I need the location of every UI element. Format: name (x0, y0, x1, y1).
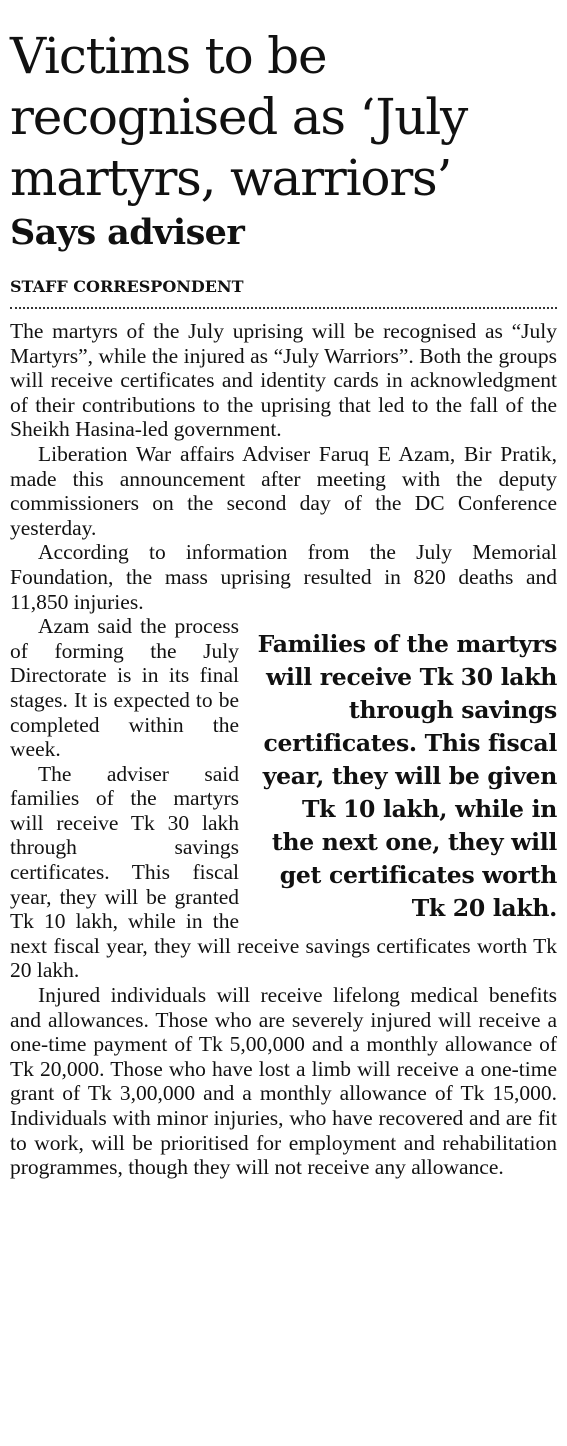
byline: STAFF CORRESPONDENT (10, 277, 244, 296)
paragraph-4: Azam said the process of forming the July Directorate is in its final stages. It is expected to be completed within the week. (10, 614, 239, 762)
dotted-divider (10, 307, 557, 309)
paragraph-5: The adviser said families of the martyrs will receive Tk 30 lakh through savings certificates. This fiscal year, they will be granted Tk 10 lakh, while in the next fiscal year, they will receive savings certificates worth Tk 20 lakh. (10, 761, 557, 983)
article-body (10, 319, 557, 1180)
subheadline: Says adviser (10, 212, 245, 253)
pull-quote: Families of the martyrs will receive Tk 30 lakh through savings certificates. This fiscal year, they will be given Tk 10 lakh, while in the next one, they will get certificates worth Tk 20 lakh. (257, 630, 557, 923)
headline: Victims to be recognised as ‘July martyrs, warriors’ (10, 27, 468, 207)
paragraph-6: Injured individuals will receive lifelong medical benefits and allowances. Those who are severely injured will receive a one-time payment of Tk 5,00,000 and a monthly allowance of Tk 20,000. Those who have lost a limb will receive a one-time grant of Tk 3,00,000 and a monthly allowance of Tk 15,000. Individuals with minor injuries, who have recovered and are fit to work, will be prioritised for employment and rehabilitation programmes, though they will not receive any allowance. (10, 983, 557, 1180)
paragraph-3: According to information from the July Memorial Foundation, the mass uprising resulted in 820 deaths and 11,850 injuries. (10, 540, 557, 614)
paragraph-2: Liberation War affairs Adviser Faruq E Azam, Bir Pratik, made this announcement after meeting with the deputy commissioners on the second day of the DC Conference yesterday. (10, 441, 557, 540)
paragraph-1: The martyrs of the July uprising will be recognised as “July Martyrs”, while the injured as “July Warriors”. Both the groups will receive certificates and identity cards in acknowledgment of their contributions to the uprising that led to the fall of the Sheikh Hasina-led government. (10, 319, 557, 442)
